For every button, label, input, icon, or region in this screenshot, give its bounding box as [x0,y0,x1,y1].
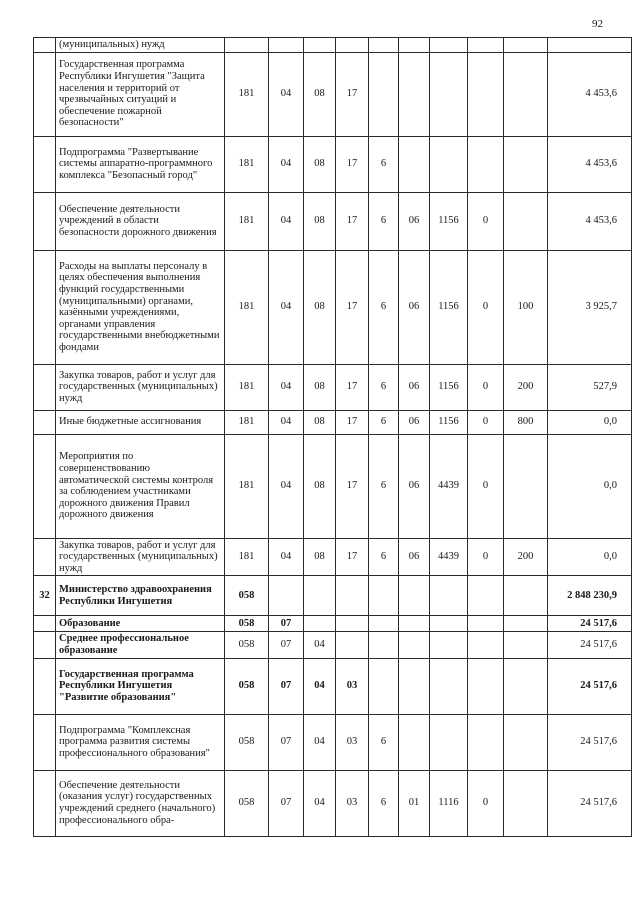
row-code-cell [304,38,336,53]
row-code-cell [468,714,504,770]
row-amount-cell: 24 517,6 [548,632,632,658]
budget-table [33,37,632,837]
row-code-cell: 07 [269,616,304,632]
row-name-cell: Закупка товаров, работ и услуг для государственных (муниципальных) нужд [56,538,225,576]
row-number-cell [34,192,56,250]
row-name-cell: Государственная программа Республики Ингушетия "Развитие образования" [56,658,225,714]
row-code-cell: 6 [369,714,399,770]
table-row [34,52,632,136]
row-code-cell: 04 [304,658,336,714]
row-code-cell: 08 [304,136,336,192]
row-code-cell [369,52,399,136]
row-code-cell [399,576,430,616]
row-name-cell: Иные бюджетные ассигнования [56,410,225,434]
row-code-cell: 4439 [430,434,468,538]
row-code-cell: 07 [269,770,304,836]
row-code-cell [430,714,468,770]
row-code-cell: 07 [269,632,304,658]
row-code-cell: 08 [304,192,336,250]
row-code-cell [399,632,430,658]
row-amount-cell: 24 517,6 [548,616,632,632]
row-number-cell [34,616,56,632]
row-code-cell: 17 [336,434,369,538]
row-name-cell: Мероприятия по совершенствованию автоматической системы контроля за соблюдением участниками дорожного движения Правил дорожного движения [56,434,225,538]
row-code-cell: 6 [369,250,399,364]
row-name-cell: Подпрограмма "Комплексная программа развития системы профессионального образования" [56,714,225,770]
row-amount-cell: 4 453,6 [548,52,632,136]
row-code-cell [430,616,468,632]
table-row [34,714,632,770]
row-code-cell [468,632,504,658]
table-row [34,434,632,538]
row-code-cell [399,136,430,192]
table-row [34,538,632,576]
row-code-cell: 058 [225,616,269,632]
row-code-cell [369,658,399,714]
row-name-cell: Министерство здравоохранения Республики Ингушетия [56,576,225,616]
row-code-cell [269,576,304,616]
row-code-cell [468,136,504,192]
row-code-cell [336,38,369,53]
row-code-cell [468,576,504,616]
row-code-cell [304,616,336,632]
row-code-cell [430,38,468,53]
row-code-cell: 06 [399,410,430,434]
row-code-cell [504,38,548,53]
row-code-cell: 6 [369,770,399,836]
row-code-cell [504,192,548,250]
row-code-cell: 181 [225,136,269,192]
row-code-cell: 17 [336,538,369,576]
row-name-cell: Подпрограмма "Развертывание системы аппаратно-программного комплекса "Безопасный город" [56,136,225,192]
table-row [34,632,632,658]
row-code-cell: 08 [304,250,336,364]
table-row [34,658,632,714]
row-code-cell: 0 [468,250,504,364]
row-number-cell [34,364,56,410]
row-code-cell: 17 [336,192,369,250]
row-code-cell: 181 [225,250,269,364]
row-code-cell [399,714,430,770]
row-code-cell [430,576,468,616]
row-code-cell [369,632,399,658]
row-code-cell: 04 [269,52,304,136]
row-code-cell: 058 [225,714,269,770]
row-code-cell: 04 [269,250,304,364]
row-code-cell [304,576,336,616]
row-code-cell: 04 [269,364,304,410]
row-code-cell [430,632,468,658]
row-name-cell: Образование [56,616,225,632]
row-code-cell: 0 [468,434,504,538]
row-code-cell: 08 [304,52,336,136]
row-number-cell [34,434,56,538]
row-number-cell [34,410,56,434]
table-row [34,770,632,836]
row-code-cell [468,616,504,632]
row-code-cell: 08 [304,364,336,410]
row-code-cell: 181 [225,192,269,250]
row-code-cell: 04 [304,770,336,836]
row-code-cell: 08 [304,410,336,434]
row-code-cell: 181 [225,52,269,136]
row-code-cell: 6 [369,434,399,538]
row-name-cell: Расходы на выплаты персоналу в целях обеспечения выполнения функций государственными (муниципальными) органами, казёнными учреждениями, органами управления государственными внебюджетными фондами [56,250,225,364]
row-code-cell: 181 [225,410,269,434]
row-code-cell: 100 [504,250,548,364]
row-code-cell: 17 [336,250,369,364]
row-name-cell: Обеспечение деятельности (оказания услуг) государственных учреждений среднего (начального) профессионального обра- [56,770,225,836]
row-code-cell: 17 [336,136,369,192]
row-code-cell [399,38,430,53]
row-code-cell: 07 [269,658,304,714]
row-number-cell [34,52,56,136]
row-number-cell [34,770,56,836]
row-code-cell: 200 [504,364,548,410]
row-code-cell: 1156 [430,410,468,434]
row-code-cell [336,632,369,658]
row-code-cell: 0 [468,538,504,576]
row-code-cell: 0 [468,410,504,434]
row-code-cell [399,52,430,136]
row-code-cell: 06 [399,538,430,576]
row-code-cell: 181 [225,538,269,576]
row-code-cell: 6 [369,410,399,434]
row-code-cell: 07 [269,714,304,770]
row-code-cell: 1156 [430,192,468,250]
row-code-cell: 08 [304,538,336,576]
row-code-cell: 04 [269,136,304,192]
row-code-cell [504,136,548,192]
row-code-cell [468,38,504,53]
row-code-cell: 01 [399,770,430,836]
row-code-cell [504,434,548,538]
row-code-cell: 03 [336,770,369,836]
row-code-cell: 1116 [430,770,468,836]
row-amount-cell: 0,0 [548,538,632,576]
row-code-cell: 06 [399,192,430,250]
row-code-cell: 17 [336,364,369,410]
row-code-cell [430,136,468,192]
row-amount-cell: 4 453,6 [548,192,632,250]
row-amount-cell: 24 517,6 [548,714,632,770]
row-code-cell [468,658,504,714]
row-name-cell: Государственная программа Республики Ингушетия "Защита населения и территорий от чрезвычайных ситуаций и обеспечение пожарной безопасности" [56,52,225,136]
table-row [34,250,632,364]
row-number-cell: 32 [34,576,56,616]
row-code-cell [269,38,304,53]
row-code-cell: 4439 [430,538,468,576]
row-code-cell: 058 [225,658,269,714]
row-code-cell: 08 [304,434,336,538]
row-number-cell [34,658,56,714]
row-code-cell: 181 [225,434,269,538]
row-code-cell [399,658,430,714]
row-code-cell: 181 [225,364,269,410]
row-amount-cell [548,38,632,53]
row-number-cell [34,136,56,192]
table-row [34,410,632,434]
row-code-cell: 800 [504,410,548,434]
row-code-cell: 6 [369,364,399,410]
row-code-cell [504,658,548,714]
row-code-cell [399,616,430,632]
row-amount-cell: 3 925,7 [548,250,632,364]
row-name-cell: Среднее профессиональное образование [56,632,225,658]
row-code-cell [504,576,548,616]
row-code-cell: 03 [336,658,369,714]
row-amount-cell: 24 517,6 [548,658,632,714]
row-code-cell [430,658,468,714]
row-number-cell [34,538,56,576]
row-code-cell: 04 [269,434,304,538]
row-code-cell: 058 [225,576,269,616]
row-code-cell [369,38,399,53]
row-code-cell [336,616,369,632]
row-amount-cell: 4 453,6 [548,136,632,192]
row-code-cell [504,770,548,836]
row-amount-cell: 527,9 [548,364,632,410]
page-number: 92 [592,18,603,30]
row-code-cell: 6 [369,136,399,192]
row-code-cell: 6 [369,192,399,250]
table-row [34,38,632,53]
row-code-cell: 04 [269,192,304,250]
row-code-cell [504,52,548,136]
table-row [34,192,632,250]
row-amount-cell: 0,0 [548,410,632,434]
row-code-cell: 04 [269,410,304,434]
row-code-cell [225,38,269,53]
row-code-cell [504,714,548,770]
row-code-cell: 200 [504,538,548,576]
row-code-cell: 0 [468,364,504,410]
row-amount-cell: 24 517,6 [548,770,632,836]
row-name-cell: (муниципальных) нужд [56,38,225,53]
row-name-cell: Закупка товаров, работ и услуг для государственных (муниципальных) нужд [56,364,225,410]
row-code-cell: 06 [399,250,430,364]
row-code-cell: 17 [336,410,369,434]
table-row [34,576,632,616]
row-code-cell: 6 [369,538,399,576]
table-row [34,364,632,410]
row-code-cell: 1156 [430,364,468,410]
row-code-cell: 04 [304,714,336,770]
row-code-cell [504,616,548,632]
table-row [34,616,632,632]
row-number-cell [34,632,56,658]
row-code-cell: 03 [336,714,369,770]
row-code-cell: 1156 [430,250,468,364]
row-code-cell: 06 [399,364,430,410]
row-name-cell: Обеспечение деятельности учреждений в области безопасности дорожного движения [56,192,225,250]
row-number-cell [34,250,56,364]
row-code-cell: 0 [468,770,504,836]
table-row [34,136,632,192]
row-code-cell [369,616,399,632]
row-code-cell: 04 [304,632,336,658]
row-code-cell: 06 [399,434,430,538]
row-code-cell: 04 [269,538,304,576]
row-code-cell: 058 [225,632,269,658]
row-number-cell [34,38,56,53]
row-code-cell: 17 [336,52,369,136]
row-code-cell [336,576,369,616]
row-code-cell [468,52,504,136]
row-code-cell: 0 [468,192,504,250]
row-number-cell [34,714,56,770]
row-code-cell: 058 [225,770,269,836]
row-code-cell [430,52,468,136]
row-code-cell [369,576,399,616]
row-amount-cell: 2 848 230,9 [548,576,632,616]
row-amount-cell: 0,0 [548,434,632,538]
row-code-cell [504,632,548,658]
